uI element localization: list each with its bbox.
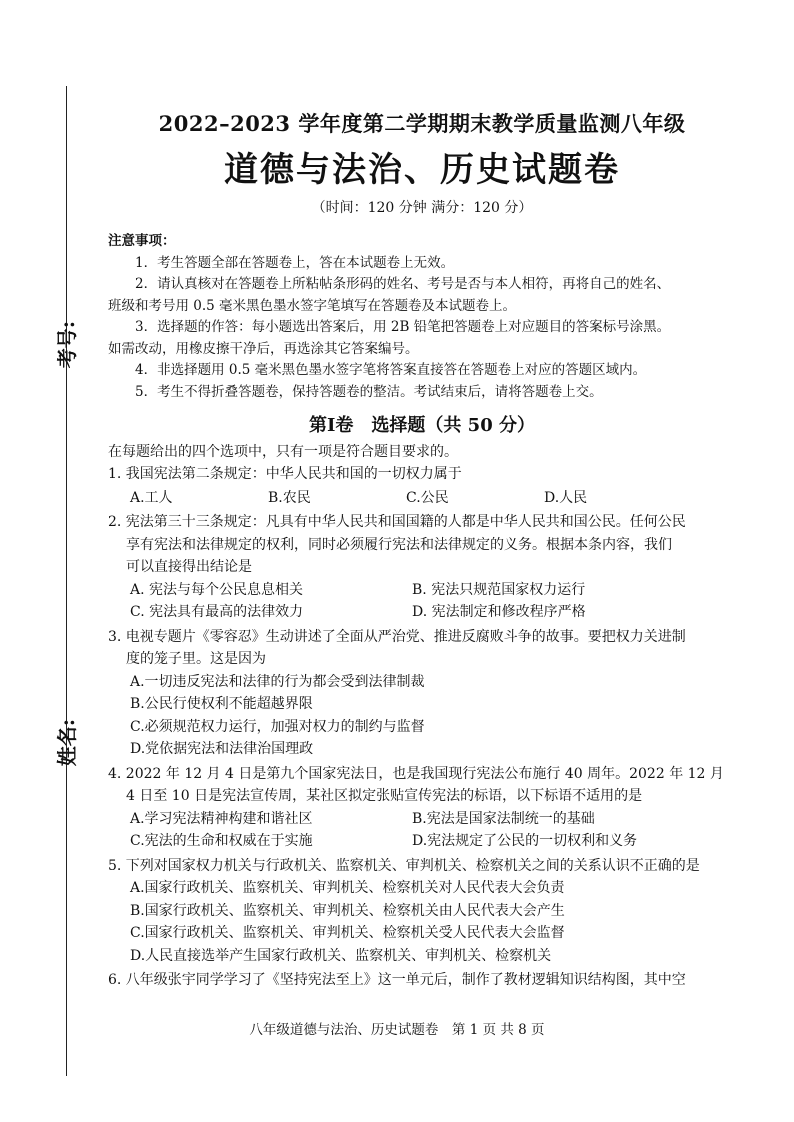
option-a: A.学习宪法精神构建和谐社区: [130, 810, 313, 827]
binding-margin-line: [66, 86, 67, 1076]
question-1: [108, 463, 736, 509]
option-b: B.国家行政机关、监察机关、审判机关、检察机关由人民代表大会产生: [130, 902, 565, 919]
notice-item: 5．考生不得折叠答题卷，保持答题卷的整洁。考试结束后，请将答题卷上交。: [135, 383, 603, 400]
section-intro: 在每题给出的四个选项中，只有一项是符合题目要求的。: [108, 444, 458, 460]
question-stem: 5. 下列对国家权力机关与行政机关、监察机关、审判机关、检察机关之间的关系认识不正确的是: [108, 857, 700, 874]
options: [108, 579, 736, 624]
exam-time-info: （时间：120 分钟 满分：120 分）: [311, 200, 533, 216]
notice-item: 班级和考号用 0.5 毫米黑色墨水签字笔填写在答题卷及本试题卷上。: [108, 297, 517, 314]
question-6: [108, 969, 736, 992]
option-d: D.人民: [544, 489, 588, 506]
notice-block: [108, 231, 736, 403]
student-name-label: 姓名:: [55, 718, 80, 767]
option-d: D. 宪法制定和修改程序严格: [412, 604, 586, 620]
question-5: [108, 855, 736, 968]
exam-title-line2: 道德与法治、历史试题卷: [224, 150, 620, 190]
exam-page: [108, 108, 736, 992]
notice-item: 2．请认真核对在答题卷上所粘帖条形码的姓名、考号是否与本人相符，再将自己的姓名、: [135, 276, 671, 292]
question-stem: 3. 电视专题片《零容忍》生动讲述了全面从严治党、推进反腐败斗争的故事。要把权力关进制: [108, 628, 686, 645]
option-a: A.国家行政机关、监察机关、审判机关、检察机关对人民代表大会负责: [130, 880, 565, 896]
question-4: [108, 763, 736, 853]
section-title: 第Ⅰ卷 选择题（共 50 分）: [308, 415, 535, 436]
option-a: A. 宪法与每个公民息息相关: [130, 581, 304, 598]
option-c: C.必须规范权力运行，加强对权力的制约与监督: [130, 718, 425, 735]
page-footer: 八年级道德与法治、历史试题卷 第 1 页 共 8 页: [249, 1022, 545, 1038]
question-stem: 6. 八年级张宇同学学习了《坚持宪法至上》这一单元后，制作了教材逻辑知识结构图，其中空: [108, 972, 686, 988]
question-stem-cont: 可以直接得出结论是: [126, 559, 252, 575]
notice-item: 3．选择题的作答：每小题选出答案后，用 2B 铅笔把答题卷上对应题目的答案标号涂黑。: [135, 319, 671, 335]
options: [108, 808, 736, 853]
options: [108, 671, 736, 761]
question-stem: 2. 宪法第三十三条规定：凡具有中华人民共和国国籍的人都是中华人民共和国公民。任何公民: [108, 514, 686, 530]
option-d: D.宪法规定了公民的一切权利和义务: [412, 833, 638, 849]
question-stem: 1. 我国宪法第二条规定：中华人民共和国的一切权力属于: [108, 466, 462, 482]
question-stem-cont: 4 日至 10 日是宪法宣传周，某社区拟定张贴宣传宪法的标语，以下标语不适用的是: [126, 788, 643, 804]
option-c: C.公民: [406, 489, 449, 506]
option-d: D.党依据宪法和法律治国理政: [130, 741, 314, 757]
question-3: [108, 626, 736, 761]
exam-title-line1: 2022–2023 学年度第二学期期末教学质量监测八年级: [158, 111, 686, 136]
question-stem-cont: 度的笼子里。这是因为: [126, 651, 266, 667]
option-b: B.农民: [268, 489, 311, 506]
option-c: C.宪法的生命和权威在于实施: [130, 833, 313, 849]
notice-item: 4．非选择题用 0.5 毫米黑色墨水签字笔将答案直接答在答题卷上对应的答题区域内。: [135, 362, 647, 378]
exam-number-label: 考号:: [55, 320, 80, 369]
notice-item: 1．考生答题全部在答题卷上，答在本试题卷上无效。: [135, 254, 455, 271]
notice-title: 注意事项：: [108, 233, 176, 249]
option-a: A.一切违反宪法和法律的行为都会受到法律制裁: [130, 673, 425, 690]
question-stem-cont: 享有宪法和法律规定的权利，同时必须履行宪法和法律规定的义务。根据本条内容，我们: [126, 536, 672, 553]
option-b: B. 宪法只规范国家权力运行: [412, 581, 586, 598]
option-a: A.工人: [130, 489, 173, 506]
option-c: C. 宪法具有最高的法律效力: [130, 604, 304, 620]
option-b: B.宪法是国家法制统一的基础: [412, 810, 595, 827]
option-d: D.人民直接选举产生国家行政机关、监察机关、审判机关、检察机关: [130, 947, 552, 964]
options: [108, 487, 736, 510]
option-c: C.国家行政机关、监察机关、审判机关、检察机关受人民代表大会监督: [130, 925, 565, 941]
question-stem: 4. 2022 年 12 月 4 日是第九个国家宪法日，也是我国现行宪法公布施行 40 周年。2022 年 12 月: [108, 765, 724, 782]
notice-item: 如需改动，用橡皮擦干净后，再选涂其它答案编号。: [108, 340, 419, 357]
question-2: [108, 511, 736, 624]
option-b: B.公民行使权利不能超越界限: [130, 696, 313, 712]
options: [108, 877, 736, 967]
